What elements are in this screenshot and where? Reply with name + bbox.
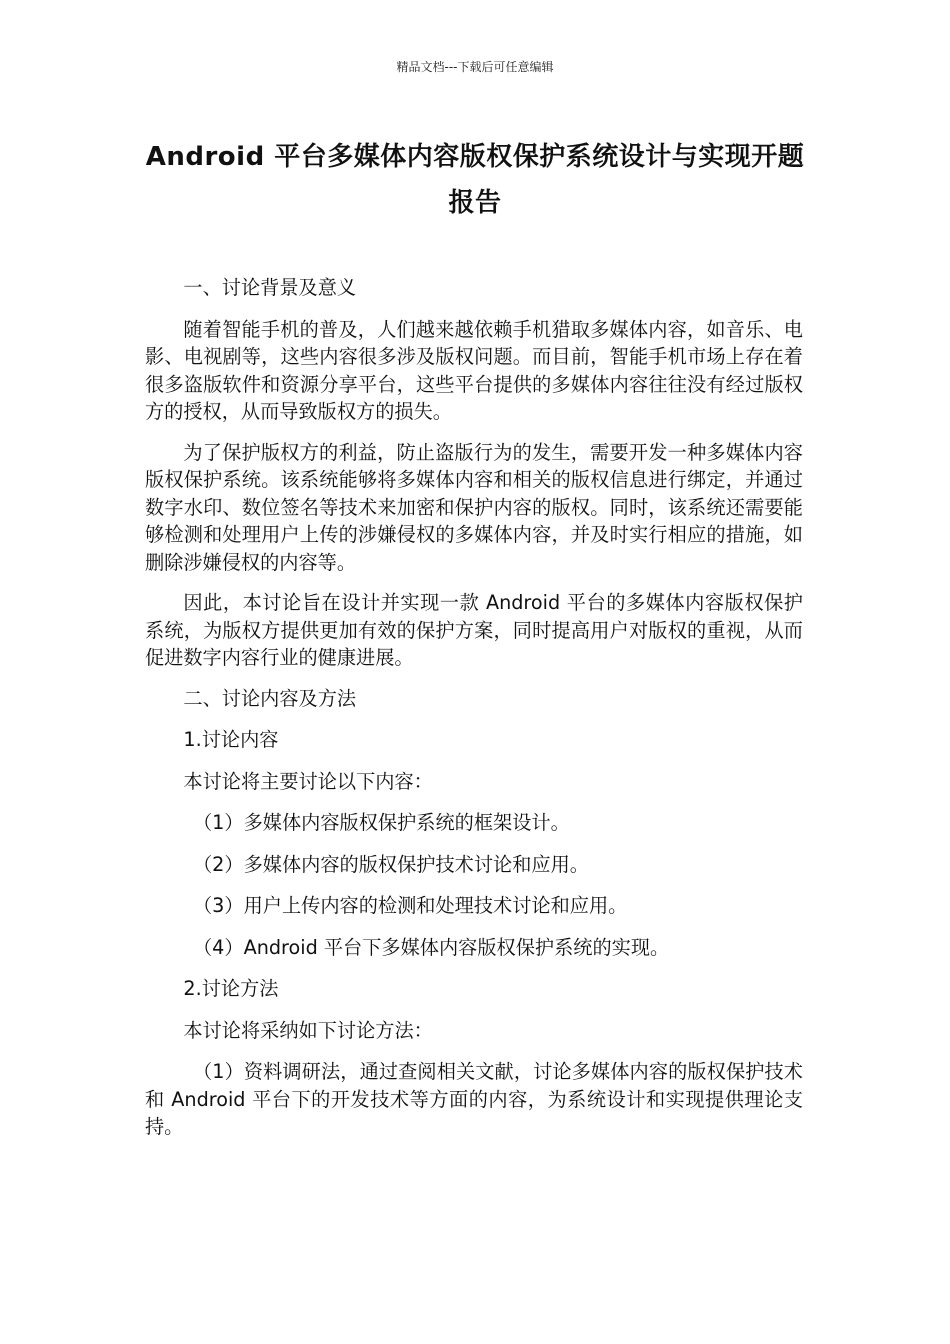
paragraph: 因此，本讨论旨在设计并实现一款 Android 平台的多媒体内容版权保护系统，为版权方提供更加有效的保护方案，同时提高用户对版权的重视，从而促进数字内容行业的健康进展。 [145, 591, 803, 669]
list-item: （1）多媒体内容版权保护系统的框架设计。 [193, 811, 570, 834]
document-body [145, 274, 803, 1154]
subsection-heading-content: 1.讨论内容 [183, 728, 279, 751]
paragraph: 为了保护版权方的利益，防止盗版行为的发生，需要开发一种多媒体内容版权保护系统。该系统能够将多媒体内容和相关的版权信息进行绑定，并通过数字水印、数位签名等技术来加密和保护内容的版权。同时，该系统还需要能够检测和处理用户上传的涉嫌侵权的多媒体内容，并及时实行相应的措施，如删除涉嫌侵权的内容等。 [145, 440, 803, 574]
section-heading-background: 一、讨论背景及意义 [183, 276, 357, 299]
list-item: （2）多媒体内容的版权保护技术讨论和应用。 [193, 852, 589, 876]
list-intro: 本讨论将采纳如下讨论方法： [183, 1018, 433, 1042]
section-heading-content-method: 二、讨论内容及方法 [183, 686, 357, 710]
list-intro: 本讨论将主要讨论以下内容： [183, 769, 433, 793]
subsection-heading-method: 2.讨论方法 [183, 977, 279, 1000]
list-item: （3）用户上传内容的检测和处理技术讨论和应用。 [193, 894, 628, 917]
paragraph: 随着智能手机的普及，人们越来越依赖手机猎取多媒体内容，如音乐、电影、电视剧等，这些内容很多涉及版权问题。而目前，智能手机市场上存在着很多盗版软件和资源分享平台，这些平台提供的多媒体内容往往没有经过版权方的授权，从而导致版权方的损失。 [145, 317, 803, 423]
document-title: Android 平台多媒体内容版权保护系统设计与实现开题报告 [145, 142, 805, 218]
header-note: 精品文档---下载后可任意编辑 [396, 60, 554, 74]
list-item: （1）资料调研法，通过查阅相关文献，讨论多媒体内容的版权保护技术和 Android 平台下的开发技术等方面的内容，为系统设计和实现提供理论支持。 [145, 1060, 803, 1138]
list-item: （4）Android 平台下多媒体内容版权保护系统的实现。 [193, 935, 670, 959]
